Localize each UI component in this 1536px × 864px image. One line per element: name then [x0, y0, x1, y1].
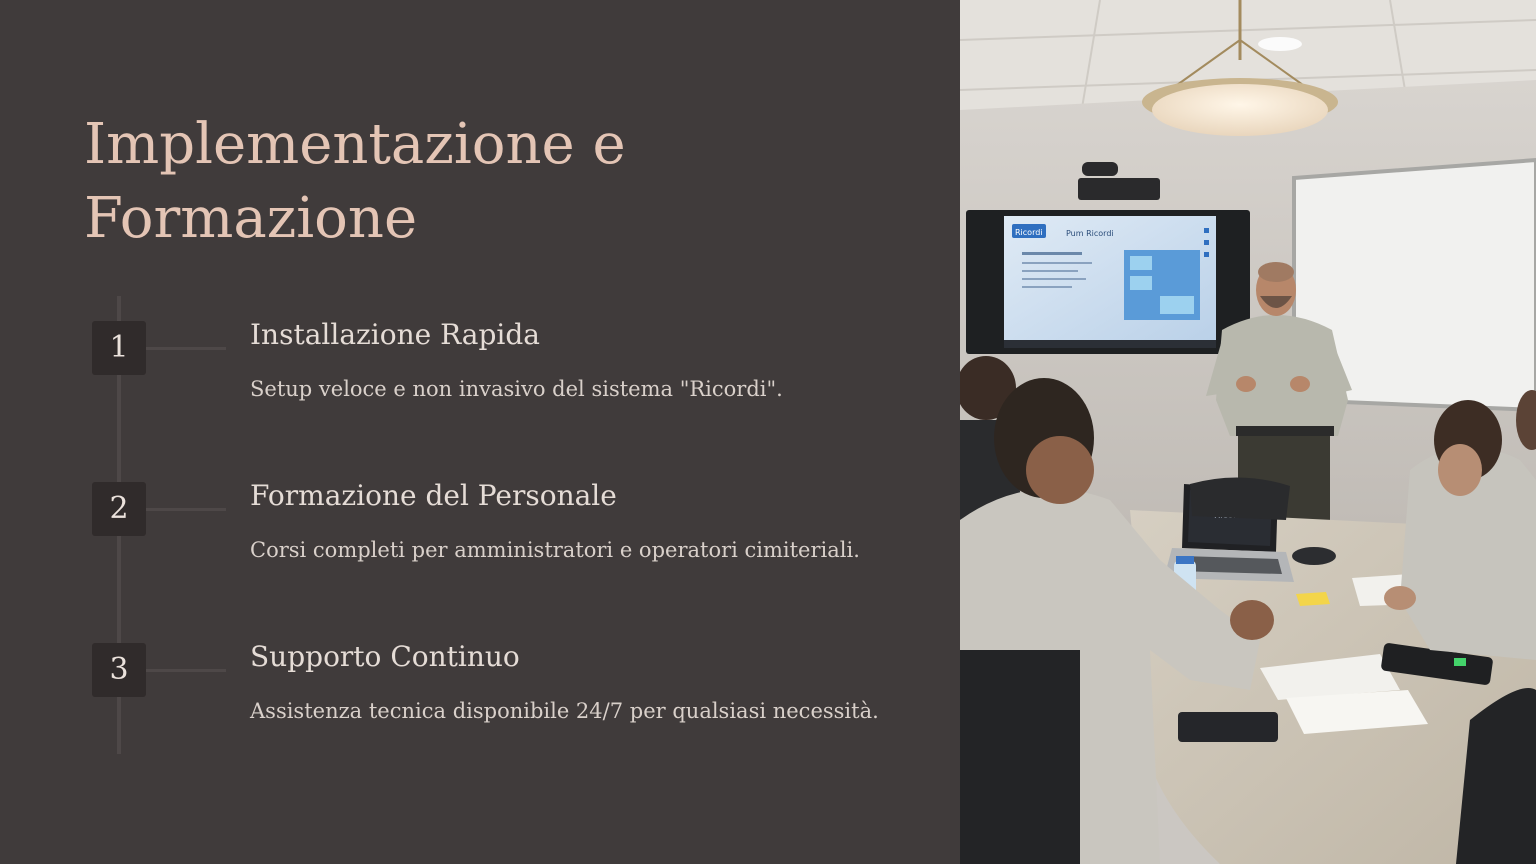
- camera: [1082, 162, 1118, 176]
- slide-title: Implementazione e Formazione: [84, 112, 626, 251]
- timeline-step: [0, 479, 960, 602]
- screen-logo: Ricordi: [1015, 228, 1043, 237]
- step-title: Formazione del Personale: [250, 479, 617, 512]
- step-connector: [146, 508, 226, 511]
- chair: [1190, 477, 1290, 520]
- step-title: Installazione Rapida: [250, 318, 540, 351]
- phone: [1178, 712, 1278, 742]
- step-description: Assistenza tecnica disponibile 24/7 per qualsiasi necessità.: [250, 699, 879, 723]
- ceiling-light: [1258, 37, 1302, 51]
- step-number: 3: [92, 643, 146, 697]
- timeline-step: [0, 640, 960, 763]
- step-number: 1: [92, 321, 146, 375]
- training-room-photo: [960, 0, 1536, 864]
- step-number: 2: [92, 482, 146, 536]
- timeline-step: [0, 318, 960, 441]
- photo-illustration: [960, 0, 1536, 864]
- step-title: Supporto Continuo: [250, 640, 520, 673]
- screen-heading: Pum Ricordi: [1066, 229, 1114, 238]
- step-connector: [146, 347, 226, 350]
- step-description: Corsi completi per amministratori e operatori cimiteriali.: [250, 538, 860, 562]
- sticky-note: [1296, 592, 1330, 606]
- step-connector: [146, 669, 226, 672]
- step-description: Setup veloce e non invasivo del sistema "Ricordi".: [250, 377, 783, 401]
